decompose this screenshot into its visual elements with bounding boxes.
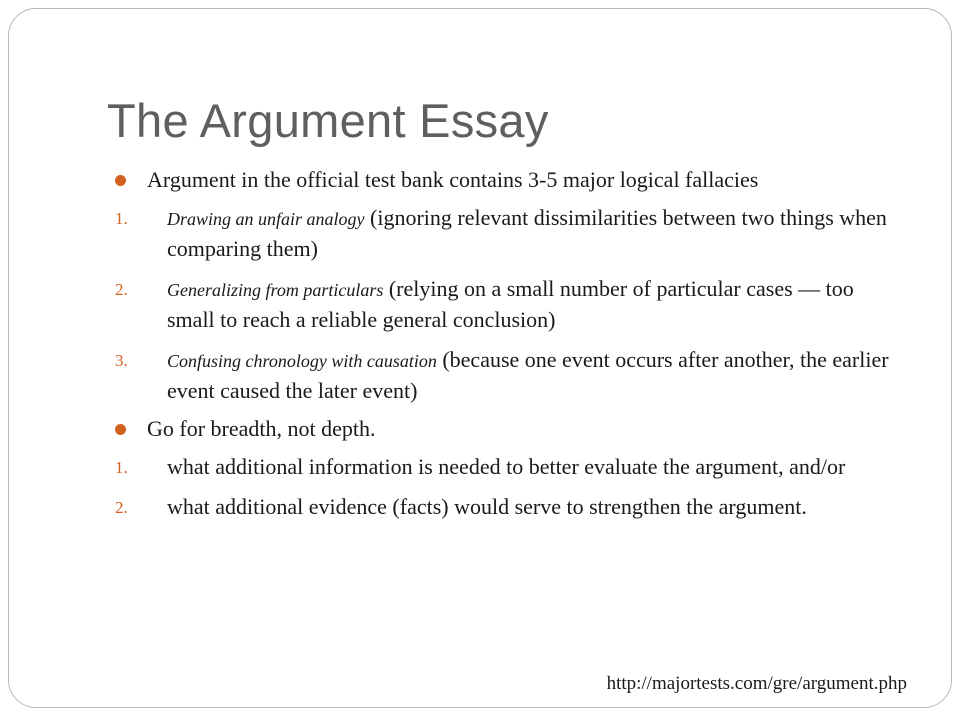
breadth-item: [109, 492, 889, 522]
fallacy-description: (because one event occurs after another, the earlier event caused the later event): [167, 347, 889, 403]
list-number: 1.: [115, 209, 128, 228]
slide-frame: [8, 8, 952, 708]
bullet-dot-icon: [115, 424, 126, 435]
source-url: http://majortests.com/gre/argument.php: [606, 673, 907, 694]
fallacy-item: [109, 274, 889, 335]
bullet-text: Argument in the official test bank contains 3-5 major logical fallacies: [147, 167, 759, 192]
fallacy-item: [109, 345, 889, 406]
bullet-item: [109, 414, 889, 444]
fallacy-term: Drawing an unfair analogy: [167, 209, 365, 229]
fallacy-term: Generalizing from particulars: [167, 280, 384, 300]
slide-content: [109, 165, 889, 532]
list-number: 2.: [115, 498, 128, 517]
fallacy-description: (ignoring relevant dissimilarities between two things when comparing them): [167, 205, 887, 261]
fallacy-term: Confusing chronology with causation: [167, 351, 437, 371]
list-number: 3.: [115, 351, 128, 370]
bullet-item: [109, 165, 889, 195]
breadth-text: what additional information is needed to better evaluate the argument, and/or: [167, 454, 846, 479]
bullet-text: Go for breadth, not depth.: [147, 416, 376, 441]
slide-title: The Argument Essay: [107, 94, 549, 147]
fallacy-item: [109, 203, 889, 264]
breadth-item: [109, 452, 889, 482]
fallacy-description: (relying on a small number of particular cases — too small to reach a reliable general conclusion): [167, 276, 854, 332]
breadth-text: what additional evidence (facts) would serve to strengthen the argument.: [167, 494, 807, 519]
list-number: 1.: [115, 458, 128, 477]
bullet-dot-icon: [115, 175, 126, 186]
list-number: 2.: [115, 280, 128, 299]
